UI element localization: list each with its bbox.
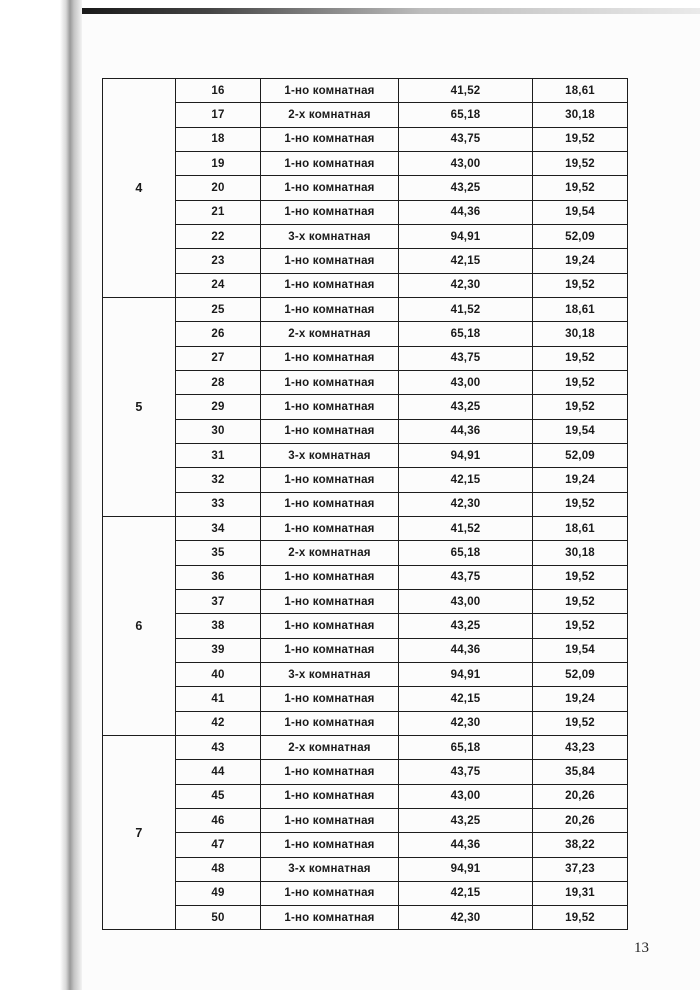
total-area-cell: 43,00 <box>399 151 533 175</box>
living-area-cell: 19,52 <box>533 565 628 589</box>
table-row <box>103 297 628 321</box>
apartment-number-cell: 33 <box>176 492 261 516</box>
living-area-cell: 19,31 <box>533 881 628 905</box>
total-area-cell: 43,75 <box>399 760 533 784</box>
total-area-cell: 41,52 <box>399 516 533 540</box>
apartment-number-cell: 43 <box>176 735 261 759</box>
living-area-cell: 18,61 <box>533 79 628 103</box>
apartment-number-cell: 21 <box>176 200 261 224</box>
living-area-cell: 19,24 <box>533 468 628 492</box>
living-area-cell: 38,22 <box>533 833 628 857</box>
total-area-cell: 44,36 <box>399 833 533 857</box>
living-area-cell: 19,54 <box>533 638 628 662</box>
table-row <box>103 346 628 370</box>
apartment-type-cell: 1-но комнатная <box>261 273 399 297</box>
living-area-cell: 19,52 <box>533 127 628 151</box>
apartment-type-cell: 2-х комнатная <box>261 322 399 346</box>
apartment-number-cell: 25 <box>176 297 261 321</box>
living-area-cell: 19,24 <box>533 249 628 273</box>
apartment-type-cell: 1-но комнатная <box>261 906 399 930</box>
apartments-table-body <box>103 79 628 930</box>
apartment-number-cell: 18 <box>176 127 261 151</box>
apartment-type-cell: 1-но комнатная <box>261 516 399 540</box>
table-row <box>103 151 628 175</box>
total-area-cell: 43,00 <box>399 589 533 613</box>
table-row <box>103 711 628 735</box>
total-area-cell: 43,75 <box>399 565 533 589</box>
apartment-number-cell: 42 <box>176 711 261 735</box>
table-row <box>103 760 628 784</box>
table-row <box>103 516 628 540</box>
apartment-number-cell: 32 <box>176 468 261 492</box>
table-row <box>103 419 628 443</box>
apartment-type-cell: 1-но комнатная <box>261 784 399 808</box>
table-row <box>103 200 628 224</box>
total-area-cell: 43,25 <box>399 614 533 638</box>
apartment-type-cell: 1-но комнатная <box>261 151 399 175</box>
living-area-cell: 19,52 <box>533 346 628 370</box>
apartment-type-cell: 1-но комнатная <box>261 249 399 273</box>
apartment-number-cell: 36 <box>176 565 261 589</box>
floor-cell: 7 <box>103 735 176 930</box>
total-area-cell: 42,15 <box>399 468 533 492</box>
apartment-type-cell: 3-х комнатная <box>261 662 399 686</box>
table-row <box>103 638 628 662</box>
apartment-number-cell: 45 <box>176 784 261 808</box>
table-row <box>103 273 628 297</box>
living-area-cell: 19,52 <box>533 614 628 638</box>
apartment-number-cell: 49 <box>176 881 261 905</box>
apartment-number-cell: 44 <box>176 760 261 784</box>
table-row <box>103 249 628 273</box>
apartment-type-cell: 2-х комнатная <box>261 103 399 127</box>
table-row <box>103 443 628 467</box>
living-area-cell: 19,52 <box>533 273 628 297</box>
apartment-number-cell: 17 <box>176 103 261 127</box>
table-row <box>103 881 628 905</box>
apartment-type-cell: 1-но комнатная <box>261 687 399 711</box>
total-area-cell: 43,75 <box>399 346 533 370</box>
table-row <box>103 370 628 394</box>
living-area-cell: 19,54 <box>533 419 628 443</box>
total-area-cell: 42,15 <box>399 881 533 905</box>
apartment-number-cell: 38 <box>176 614 261 638</box>
total-area-cell: 44,36 <box>399 638 533 662</box>
apartment-number-cell: 50 <box>176 906 261 930</box>
apartment-number-cell: 31 <box>176 443 261 467</box>
living-area-cell: 20,26 <box>533 784 628 808</box>
apartment-type-cell: 1-но комнатная <box>261 468 399 492</box>
table-row <box>103 833 628 857</box>
table-row <box>103 176 628 200</box>
apartment-type-cell: 2-х комнатная <box>261 541 399 565</box>
apartment-number-cell: 39 <box>176 638 261 662</box>
apartment-number-cell: 37 <box>176 589 261 613</box>
table-row <box>103 541 628 565</box>
apartment-type-cell: 1-но комнатная <box>261 370 399 394</box>
total-area-cell: 43,25 <box>399 176 533 200</box>
living-area-cell: 19,54 <box>533 200 628 224</box>
apartment-number-cell: 34 <box>176 516 261 540</box>
living-area-cell: 20,26 <box>533 808 628 832</box>
apartment-type-cell: 1-но комнатная <box>261 492 399 516</box>
apartment-type-cell: 1-но комнатная <box>261 760 399 784</box>
apartment-type-cell: 1-но комнатная <box>261 881 399 905</box>
living-area-cell: 52,09 <box>533 224 628 248</box>
apartment-number-cell: 29 <box>176 395 261 419</box>
total-area-cell: 94,91 <box>399 443 533 467</box>
scan-top-edge <box>0 0 700 14</box>
total-area-cell: 94,91 <box>399 662 533 686</box>
total-area-cell: 41,52 <box>399 79 533 103</box>
apartment-type-cell: 1-но комнатная <box>261 200 399 224</box>
total-area-cell: 42,30 <box>399 492 533 516</box>
living-area-cell: 37,23 <box>533 857 628 881</box>
living-area-cell: 19,52 <box>533 711 628 735</box>
apartment-type-cell: 1-но комнатная <box>261 419 399 443</box>
apartment-number-cell: 47 <box>176 833 261 857</box>
table-row <box>103 103 628 127</box>
table-row <box>103 906 628 930</box>
apartment-number-cell: 19 <box>176 151 261 175</box>
apartment-number-cell: 30 <box>176 419 261 443</box>
total-area-cell: 42,30 <box>399 711 533 735</box>
apartment-type-cell: 1-но комнатная <box>261 565 399 589</box>
total-area-cell: 44,36 <box>399 419 533 443</box>
table-row <box>103 808 628 832</box>
apartment-type-cell: 1-но комнатная <box>261 614 399 638</box>
living-area-cell: 18,61 <box>533 516 628 540</box>
apartment-type-cell: 1-но комнатная <box>261 638 399 662</box>
living-area-cell: 19,52 <box>533 176 628 200</box>
apartment-number-cell: 46 <box>176 808 261 832</box>
apartment-number-cell: 24 <box>176 273 261 297</box>
apartment-type-cell: 3-х комнатная <box>261 224 399 248</box>
apartment-number-cell: 28 <box>176 370 261 394</box>
table-row <box>103 224 628 248</box>
living-area-cell: 19,24 <box>533 687 628 711</box>
apartment-number-cell: 16 <box>176 79 261 103</box>
apartment-type-cell: 2-х комнатная <box>261 735 399 759</box>
living-area-cell: 19,52 <box>533 906 628 930</box>
apartment-number-cell: 48 <box>176 857 261 881</box>
total-area-cell: 42,15 <box>399 687 533 711</box>
table-row <box>103 662 628 686</box>
living-area-cell: 52,09 <box>533 662 628 686</box>
total-area-cell: 65,18 <box>399 541 533 565</box>
table-row <box>103 589 628 613</box>
floor-cell: 6 <box>103 516 176 735</box>
living-area-cell: 43,23 <box>533 735 628 759</box>
total-area-cell: 42,15 <box>399 249 533 273</box>
apartment-number-cell: 27 <box>176 346 261 370</box>
table-row <box>103 127 628 151</box>
apartment-type-cell: 3-х комнатная <box>261 443 399 467</box>
table-row <box>103 784 628 808</box>
total-area-cell: 43,25 <box>399 808 533 832</box>
apartment-type-cell: 1-но комнатная <box>261 808 399 832</box>
apartment-type-cell: 1-но комнатная <box>261 711 399 735</box>
apartment-type-cell: 1-но комнатная <box>261 176 399 200</box>
living-area-cell: 19,52 <box>533 151 628 175</box>
total-area-cell: 43,00 <box>399 784 533 808</box>
table-row <box>103 735 628 759</box>
apartment-number-cell: 35 <box>176 541 261 565</box>
living-area-cell: 18,61 <box>533 297 628 321</box>
apartment-number-cell: 20 <box>176 176 261 200</box>
living-area-cell: 19,52 <box>533 589 628 613</box>
living-area-cell: 30,18 <box>533 541 628 565</box>
living-area-cell: 35,84 <box>533 760 628 784</box>
living-area-cell: 19,52 <box>533 492 628 516</box>
apartments-table <box>102 78 628 930</box>
total-area-cell: 43,75 <box>399 127 533 151</box>
living-area-cell: 30,18 <box>533 103 628 127</box>
total-area-cell: 42,30 <box>399 273 533 297</box>
apartment-type-cell: 1-но комнатная <box>261 79 399 103</box>
table-row <box>103 857 628 881</box>
apartment-type-cell: 1-но комнатная <box>261 346 399 370</box>
total-area-cell: 94,91 <box>399 224 533 248</box>
total-area-cell: 41,52 <box>399 297 533 321</box>
scan-binding-edge <box>0 0 82 990</box>
apartment-number-cell: 40 <box>176 662 261 686</box>
apartment-type-cell: 1-но комнатная <box>261 589 399 613</box>
table-row <box>103 492 628 516</box>
total-area-cell: 65,18 <box>399 322 533 346</box>
table-row <box>103 79 628 103</box>
apartment-number-cell: 26 <box>176 322 261 346</box>
table-row <box>103 468 628 492</box>
table-row <box>103 322 628 346</box>
table-row <box>103 565 628 589</box>
apartment-type-cell: 1-но комнатная <box>261 833 399 857</box>
apartment-type-cell: 1-но комнатная <box>261 127 399 151</box>
total-area-cell: 43,25 <box>399 395 533 419</box>
apartment-number-cell: 23 <box>176 249 261 273</box>
apartment-type-cell: 1-но комнатная <box>261 297 399 321</box>
total-area-cell: 43,00 <box>399 370 533 394</box>
apartment-number-cell: 22 <box>176 224 261 248</box>
apartment-type-cell: 1-но комнатная <box>261 395 399 419</box>
total-area-cell: 65,18 <box>399 735 533 759</box>
total-area-cell: 65,18 <box>399 103 533 127</box>
floor-cell: 4 <box>103 79 176 298</box>
table-row <box>103 395 628 419</box>
total-area-cell: 94,91 <box>399 857 533 881</box>
page-number: 13 <box>634 940 649 956</box>
living-area-cell: 52,09 <box>533 443 628 467</box>
total-area-cell: 44,36 <box>399 200 533 224</box>
floor-cell: 5 <box>103 297 176 516</box>
total-area-cell: 42,30 <box>399 906 533 930</box>
living-area-cell: 19,52 <box>533 395 628 419</box>
apartment-type-cell: 3-х комнатная <box>261 857 399 881</box>
table-row <box>103 687 628 711</box>
living-area-cell: 30,18 <box>533 322 628 346</box>
table-row <box>103 614 628 638</box>
living-area-cell: 19,52 <box>533 370 628 394</box>
apartment-number-cell: 41 <box>176 687 261 711</box>
